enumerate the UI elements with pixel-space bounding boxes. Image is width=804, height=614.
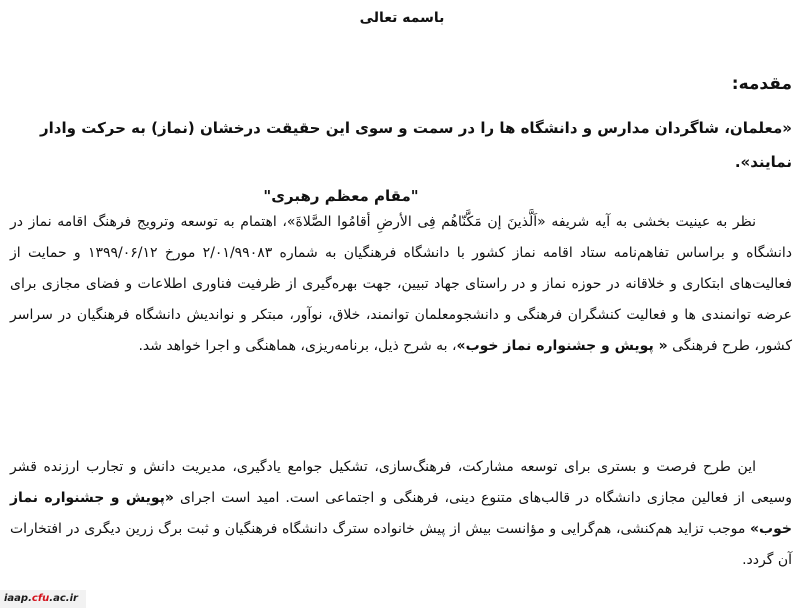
paragraph-2 bbox=[10, 452, 792, 576]
paragraph-1-text-end: ، به شرح ذیل، برنامه‌ریزی، هماهنگی و اجرا خواهد شد. bbox=[138, 338, 457, 354]
paragraph-2-bold-title: «پویش و جشنواره نماز خوب» bbox=[10, 490, 792, 537]
quote-text: «معلمان، شاگردان مدارس و دانشگاه ها را در سمت و سوی این حقیقت درخشان (نماز) به حرکت وادار نمایند». bbox=[40, 119, 792, 171]
watermark-suffix: .ac.ir bbox=[49, 593, 78, 604]
site-watermark bbox=[0, 590, 86, 608]
watermark-prefix: iaap. bbox=[4, 593, 32, 604]
quote-attribution: "مقام معظم رهبری" bbox=[263, 187, 419, 205]
paragraph-2-text: این طرح فرصت و بستری برای توسعه مشارکت، فرهنگ‌سازی، تشکیل جوامع یادگیری، مدیریت دانش و تجارب ارزنده قشر وسیعی از فعالین مجازی دانشگاه در قالب‌های متنوع دینی، فرهنگی و اجتماعی است. امید است اجرای bbox=[10, 459, 793, 506]
quote-block bbox=[10, 111, 792, 213]
paragraph-1 bbox=[10, 207, 792, 362]
paragraph-1-bold-title: « پویش و جشنواره نماز خوب» bbox=[456, 338, 668, 354]
paragraph-1-text: نظر به عینیت بخشی به آیه شریفه «اَلَّذینَ إن مَکَّنّاهُم فِی الأرضِ أقامُوا الصَّلاةَ»، اهتمام به توسعه وترویج فرهنگ اقامه نماز در دانشگاه و براساس تفاهم‌نامه ستاد اقامه نماز کشور با دانشگاه فرهنگیان به شماره ۲/۰۱/۹۹۰۸۳ مورخ ۱۳۹۹/۰۶/۱۲ و حمایت از فعالیت‌های ابتکاری و خلاقانه در حوزه نماز و در راستای جهاد تبیین، جهت بهره‌گیری از ظرفیت فناوری اطلاعات و فضای مجازی برای عرضه توانمندی ها و فعالیت کنشگران فرهنگی و دانشجومعلمان توانمند، خلاق، نوآور، مبتکر و نواندیش دانشگاه فرهنگیان در سراسر کشور، طرح فرهنگی bbox=[10, 214, 792, 354]
section-heading: مقدمه: bbox=[731, 74, 792, 94]
watermark-accent: cfu bbox=[31, 593, 50, 604]
salutation-heading: باسمه تعالی bbox=[359, 10, 445, 26]
paragraph-2-text-end: موجب تزاید هم‌کنشی، هم‌گرایی و مؤانست بیش از پیش خانواده سترگ دانشگاه فرهنگیان و ثبت برگ زرین دیگری در افتخارات آن گردد. bbox=[10, 521, 792, 568]
